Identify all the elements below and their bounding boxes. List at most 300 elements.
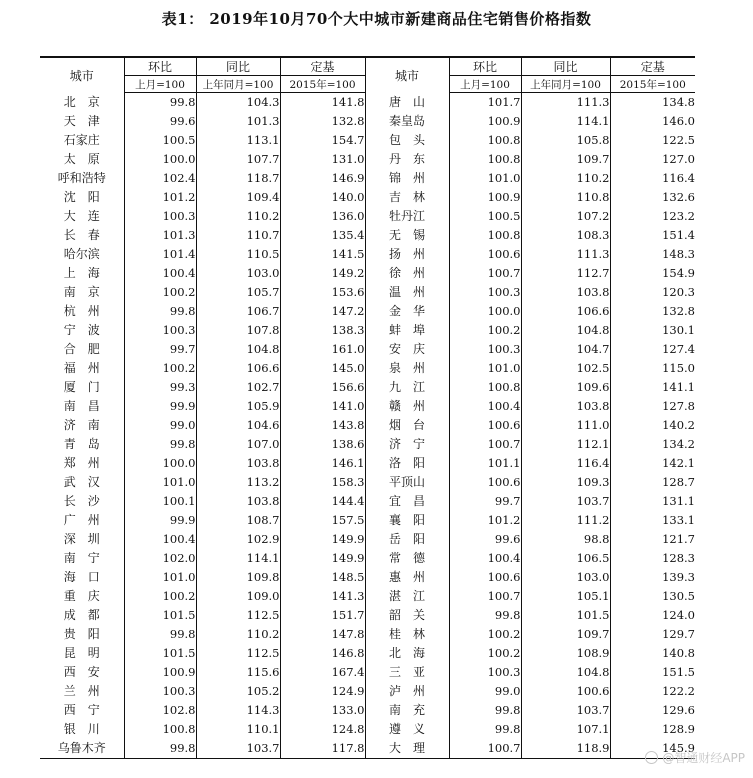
city-name-right: 蚌 埠 bbox=[365, 321, 449, 340]
mom-value-left: 100.0 bbox=[124, 150, 196, 169]
table-row bbox=[40, 283, 695, 302]
city-name-left: 天 津 bbox=[40, 112, 124, 131]
header-mom-sub-right: 上月=100 bbox=[449, 76, 521, 93]
mom-value-right: 100.6 bbox=[449, 245, 521, 264]
table-row bbox=[40, 530, 695, 549]
table-title: 表1： 2019年10月70个大中城市新建商品住宅销售价格指数 bbox=[161, 10, 592, 28]
city-name-right: 襄 阳 bbox=[365, 511, 449, 530]
yoy-value-right: 103.7 bbox=[521, 701, 610, 720]
mom-value-right: 100.8 bbox=[449, 378, 521, 397]
yoy-value-left: 107.0 bbox=[196, 435, 280, 454]
city-name-left: 南 京 bbox=[40, 283, 124, 302]
table-row bbox=[40, 454, 695, 473]
base-value-left: 158.3 bbox=[280, 473, 365, 492]
yoy-value-left: 113.2 bbox=[196, 473, 280, 492]
city-name-left: 太 原 bbox=[40, 150, 124, 169]
city-name-right: 洛 阳 bbox=[365, 454, 449, 473]
base-value-right: 154.9 bbox=[662, 266, 695, 280]
yoy-value-left: 103.0 bbox=[196, 264, 280, 283]
table-row bbox=[40, 264, 695, 283]
yoy-value-left: 110.2 bbox=[196, 625, 280, 644]
yoy-value-right: 110.8 bbox=[521, 188, 610, 207]
base-value-right: 128.3 bbox=[662, 551, 695, 565]
table-row bbox=[40, 511, 695, 530]
yoy-value-right: 109.3 bbox=[521, 473, 610, 492]
mom-value-right: 100.8 bbox=[449, 226, 521, 245]
mom-value-right: 100.7 bbox=[449, 264, 521, 283]
yoy-value-left: 102.9 bbox=[196, 530, 280, 549]
base-value-right: 151.4 bbox=[662, 228, 695, 242]
yoy-value-left: 112.5 bbox=[196, 606, 280, 625]
city-name-right: 济 宁 bbox=[365, 435, 449, 454]
mom-value-right: 100.6 bbox=[449, 473, 521, 492]
mom-value-left: 99.8 bbox=[124, 435, 196, 454]
mom-value-right: 100.6 bbox=[449, 416, 521, 435]
city-name-left: 福 州 bbox=[40, 359, 124, 378]
table-row bbox=[40, 416, 695, 435]
base-value-right: 123.2 bbox=[662, 209, 695, 223]
mom-value-right: 101.7 bbox=[449, 93, 521, 113]
base-value-left: 156.6 bbox=[280, 378, 365, 397]
header-mom-sub-left: 上月=100 bbox=[124, 76, 196, 93]
base-value-left: 141.0 bbox=[280, 397, 365, 416]
mom-value-left: 101.3 bbox=[124, 226, 196, 245]
yoy-value-left: 107.8 bbox=[196, 321, 280, 340]
city-name-right: 泸 州 bbox=[365, 682, 449, 701]
mom-value-left: 99.7 bbox=[124, 340, 196, 359]
mom-value-right: 100.8 bbox=[449, 150, 521, 169]
mom-value-left: 100.3 bbox=[124, 682, 196, 701]
base-value-left: 149.9 bbox=[280, 530, 365, 549]
mom-value-left: 100.2 bbox=[124, 283, 196, 302]
yoy-value-right: 106.6 bbox=[521, 302, 610, 321]
yoy-value-left: 109.8 bbox=[196, 568, 280, 587]
yoy-value-right: 114.1 bbox=[521, 112, 610, 131]
city-name-left: 昆 明 bbox=[40, 644, 124, 663]
mom-value-left: 102.8 bbox=[124, 701, 196, 720]
base-value-right: 128.7 bbox=[662, 475, 695, 489]
city-name-right: 三 亚 bbox=[365, 663, 449, 682]
yoy-value-left: 105.7 bbox=[196, 283, 280, 302]
city-name-left: 上 海 bbox=[40, 264, 124, 283]
city-name-right: 遵 义 bbox=[365, 720, 449, 739]
yoy-value-right: 112.7 bbox=[521, 264, 610, 283]
yoy-value-right: 109.7 bbox=[521, 150, 610, 169]
yoy-value-left: 109.4 bbox=[196, 188, 280, 207]
mom-value-left: 100.5 bbox=[124, 131, 196, 150]
base-value-left: 143.8 bbox=[280, 416, 365, 435]
mom-value-left: 102.0 bbox=[124, 549, 196, 568]
mom-value-left: 102.4 bbox=[124, 169, 196, 188]
header-yoy-left: 同比 bbox=[196, 57, 280, 76]
mom-value-right: 100.2 bbox=[449, 321, 521, 340]
base-value-left: 149.9 bbox=[280, 549, 365, 568]
city-name-left: 宁 波 bbox=[40, 321, 124, 340]
mom-value-left: 101.4 bbox=[124, 245, 196, 264]
table-row bbox=[40, 435, 695, 454]
city-name-left: 沈 阳 bbox=[40, 188, 124, 207]
base-value-left: 153.6 bbox=[280, 283, 365, 302]
base-value-left: 148.5 bbox=[280, 568, 365, 587]
yoy-value-right: 101.5 bbox=[521, 606, 610, 625]
yoy-value-left: 114.1 bbox=[196, 549, 280, 568]
header-base-sub-left: 2015年=100 bbox=[280, 76, 365, 93]
table-row bbox=[40, 169, 695, 188]
mom-value-left: 100.2 bbox=[124, 587, 196, 606]
mom-value-right: 100.0 bbox=[449, 302, 521, 321]
mom-value-right: 100.4 bbox=[449, 549, 521, 568]
mom-value-right: 100.4 bbox=[449, 397, 521, 416]
base-value-right: 139.3 bbox=[662, 570, 695, 584]
yoy-value-left: 110.7 bbox=[196, 226, 280, 245]
city-name-right: 徐 州 bbox=[365, 264, 449, 283]
yoy-value-right: 107.1 bbox=[521, 720, 610, 739]
yoy-value-right: 106.5 bbox=[521, 549, 610, 568]
city-name-right: 无 锡 bbox=[365, 226, 449, 245]
mom-value-left: 100.1 bbox=[124, 492, 196, 511]
mom-value-left: 101.2 bbox=[124, 188, 196, 207]
city-name-right: 大 理 bbox=[365, 739, 449, 759]
yoy-value-left: 104.8 bbox=[196, 340, 280, 359]
mom-value-right: 100.9 bbox=[449, 112, 521, 131]
yoy-value-left: 106.6 bbox=[196, 359, 280, 378]
city-name-left: 贵 阳 bbox=[40, 625, 124, 644]
yoy-value-right: 104.7 bbox=[521, 340, 610, 359]
yoy-value-left: 106.7 bbox=[196, 302, 280, 321]
header-base-sub-right: 2015年=100 bbox=[610, 76, 695, 93]
yoy-value-left: 110.1 bbox=[196, 720, 280, 739]
yoy-value-right: 98.8 bbox=[521, 530, 610, 549]
city-name-right: 安 庆 bbox=[365, 340, 449, 359]
city-name-left: 南 宁 bbox=[40, 549, 124, 568]
city-name-left: 乌鲁木齐 bbox=[40, 739, 124, 759]
base-value-right: 134.2 bbox=[662, 437, 695, 451]
mom-value-left: 99.6 bbox=[124, 112, 196, 131]
base-value-left: 167.4 bbox=[280, 663, 365, 682]
base-value-left: 136.0 bbox=[280, 207, 365, 226]
yoy-value-right: 103.8 bbox=[521, 397, 610, 416]
watermark bbox=[645, 749, 745, 766]
mom-value-right: 99.7 bbox=[449, 492, 521, 511]
city-name-left: 济 南 bbox=[40, 416, 124, 435]
city-name-left: 青 岛 bbox=[40, 435, 124, 454]
base-value-right: 134.8 bbox=[662, 95, 695, 109]
base-value-left: 133.0 bbox=[280, 701, 365, 720]
mom-value-left: 100.3 bbox=[124, 207, 196, 226]
table-row bbox=[40, 397, 695, 416]
yoy-value-left: 114.3 bbox=[196, 701, 280, 720]
city-name-right: 九 江 bbox=[365, 378, 449, 397]
header-base-left: 定基 bbox=[280, 57, 365, 76]
yoy-value-right: 111.2 bbox=[521, 511, 610, 530]
yoy-value-right: 109.6 bbox=[521, 378, 610, 397]
table-row bbox=[40, 245, 695, 264]
base-value-left: 131.0 bbox=[280, 150, 365, 169]
yoy-value-left: 108.7 bbox=[196, 511, 280, 530]
base-value-right: 130.5 bbox=[662, 589, 695, 603]
yoy-value-left: 118.7 bbox=[196, 169, 280, 188]
table-row bbox=[40, 606, 695, 625]
mom-value-left: 99.8 bbox=[124, 625, 196, 644]
header-mom-right: 环比 bbox=[449, 57, 521, 76]
mom-value-left: 101.0 bbox=[124, 473, 196, 492]
base-value-right: 124.0 bbox=[662, 608, 695, 622]
base-value-right: 130.1 bbox=[662, 323, 695, 337]
city-name-left: 石家庄 bbox=[40, 131, 124, 150]
base-value-right: 120.3 bbox=[662, 285, 695, 299]
city-name-left: 长 沙 bbox=[40, 492, 124, 511]
mom-value-right: 101.0 bbox=[449, 359, 521, 378]
city-name-right: 温 州 bbox=[365, 283, 449, 302]
table-row bbox=[40, 112, 695, 131]
city-name-left: 呼和浩特 bbox=[40, 169, 124, 188]
header-base-right: 定基 bbox=[610, 57, 695, 76]
header-yoy-sub-right: 上年同月=100 bbox=[521, 76, 610, 93]
yoy-value-right: 103.0 bbox=[521, 568, 610, 587]
table-row bbox=[40, 663, 695, 682]
city-name-left: 成 都 bbox=[40, 606, 124, 625]
table-row bbox=[40, 340, 695, 359]
base-value-right: 129.7 bbox=[662, 627, 695, 641]
city-name-right: 湛 江 bbox=[365, 587, 449, 606]
yoy-value-right: 107.2 bbox=[521, 207, 610, 226]
mom-value-right: 99.0 bbox=[449, 682, 521, 701]
base-value-right: 142.1 bbox=[662, 456, 695, 470]
mom-value-left: 101.5 bbox=[124, 644, 196, 663]
base-value-left: 124.8 bbox=[280, 720, 365, 739]
base-value-right: 131.1 bbox=[662, 494, 695, 508]
yoy-value-right: 103.8 bbox=[521, 283, 610, 302]
table-row bbox=[40, 188, 695, 207]
yoy-value-left: 103.8 bbox=[196, 492, 280, 511]
city-name-right: 唐 山 bbox=[365, 93, 449, 113]
yoy-value-right: 108.9 bbox=[521, 644, 610, 663]
mom-value-right: 99.8 bbox=[449, 720, 521, 739]
city-name-left: 西 安 bbox=[40, 663, 124, 682]
base-value-right: 146.0 bbox=[662, 114, 695, 128]
yoy-value-left: 105.2 bbox=[196, 682, 280, 701]
base-value-right: 132.6 bbox=[662, 190, 695, 204]
base-value-right: 127.0 bbox=[662, 152, 695, 166]
yoy-value-left: 110.5 bbox=[196, 245, 280, 264]
table-row bbox=[40, 644, 695, 663]
header-city-left: 城市 bbox=[40, 57, 124, 93]
base-value-left: 132.8 bbox=[280, 112, 365, 131]
yoy-value-right: 111.3 bbox=[521, 93, 610, 113]
base-value-left: 140.0 bbox=[280, 188, 365, 207]
mom-value-right: 100.7 bbox=[449, 435, 521, 454]
base-value-right: 127.4 bbox=[662, 342, 695, 356]
city-name-right: 韶 关 bbox=[365, 606, 449, 625]
header-yoy-sub-left: 上年同月=100 bbox=[196, 76, 280, 93]
base-value-right: 127.8 bbox=[662, 399, 695, 413]
mom-value-right: 100.6 bbox=[449, 568, 521, 587]
header-yoy-right: 同比 bbox=[521, 57, 610, 76]
base-value-left: 138.6 bbox=[280, 435, 365, 454]
city-name-left: 西 宁 bbox=[40, 701, 124, 720]
city-name-left: 广 州 bbox=[40, 511, 124, 530]
base-value-left: 141.3 bbox=[280, 587, 365, 606]
yoy-value-left: 109.0 bbox=[196, 587, 280, 606]
city-name-left: 兰 州 bbox=[40, 682, 124, 701]
base-value-right: 121.7 bbox=[662, 532, 695, 546]
city-name-left: 南 昌 bbox=[40, 397, 124, 416]
base-value-right: 132.8 bbox=[662, 304, 695, 318]
mom-value-right: 101.1 bbox=[449, 454, 521, 473]
yoy-value-left: 115.6 bbox=[196, 663, 280, 682]
base-value-right: 140.2 bbox=[662, 418, 695, 432]
city-name-right: 泉 州 bbox=[365, 359, 449, 378]
yoy-value-left: 101.3 bbox=[196, 112, 280, 131]
mom-value-right: 100.3 bbox=[449, 663, 521, 682]
table-row bbox=[40, 473, 695, 492]
table-row bbox=[40, 625, 695, 644]
mom-value-left: 99.9 bbox=[124, 397, 196, 416]
city-name-left: 厦 门 bbox=[40, 378, 124, 397]
yoy-value-right: 105.8 bbox=[521, 131, 610, 150]
city-name-left: 武 汉 bbox=[40, 473, 124, 492]
base-value-left: 146.8 bbox=[280, 644, 365, 663]
yoy-value-right: 111.3 bbox=[521, 245, 610, 264]
base-value-right: 140.8 bbox=[662, 646, 695, 660]
base-value-left: 138.3 bbox=[280, 321, 365, 340]
table-row bbox=[40, 226, 695, 245]
yoy-value-right: 105.1 bbox=[521, 587, 610, 606]
watermark-text: @智通财经APP bbox=[662, 751, 745, 765]
base-value-right: 116.4 bbox=[662, 171, 695, 185]
base-value-left: 145.0 bbox=[280, 359, 365, 378]
table-row bbox=[40, 93, 695, 113]
mom-value-right: 100.2 bbox=[449, 644, 521, 663]
table-row bbox=[40, 321, 695, 340]
yoy-value-right: 104.8 bbox=[521, 663, 610, 682]
city-name-left: 重 庆 bbox=[40, 587, 124, 606]
mom-value-right: 100.3 bbox=[449, 340, 521, 359]
mom-value-left: 99.8 bbox=[124, 739, 196, 759]
base-value-left: 146.1 bbox=[280, 454, 365, 473]
city-name-left: 银 川 bbox=[40, 720, 124, 739]
yoy-value-right: 109.7 bbox=[521, 625, 610, 644]
city-name-left: 合 肥 bbox=[40, 340, 124, 359]
yoy-value-left: 103.8 bbox=[196, 454, 280, 473]
city-name-right: 桂 林 bbox=[365, 625, 449, 644]
yoy-value-left: 113.1 bbox=[196, 131, 280, 150]
yoy-value-right: 100.6 bbox=[521, 682, 610, 701]
yoy-value-left: 112.5 bbox=[196, 644, 280, 663]
city-name-right: 岳 阳 bbox=[365, 530, 449, 549]
base-value-left: 124.9 bbox=[280, 682, 365, 701]
city-name-left: 深 圳 bbox=[40, 530, 124, 549]
base-value-left: 147.2 bbox=[280, 302, 365, 321]
yoy-value-right: 118.9 bbox=[521, 739, 610, 759]
yoy-value-right: 116.4 bbox=[521, 454, 610, 473]
mom-value-left: 100.4 bbox=[124, 264, 196, 283]
city-name-right: 惠 州 bbox=[365, 568, 449, 587]
base-value-left: 144.4 bbox=[280, 492, 365, 511]
mom-value-left: 101.0 bbox=[124, 568, 196, 587]
yoy-value-left: 107.7 bbox=[196, 150, 280, 169]
mom-value-right: 100.7 bbox=[449, 587, 521, 606]
yoy-value-right: 103.7 bbox=[521, 492, 610, 511]
table-row bbox=[40, 131, 695, 150]
city-name-left: 郑 州 bbox=[40, 454, 124, 473]
base-value-right: 151.5 bbox=[662, 665, 695, 679]
mom-value-right: 100.8 bbox=[449, 131, 521, 150]
city-name-left: 哈尔滨 bbox=[40, 245, 124, 264]
city-name-right: 牡丹江 bbox=[365, 207, 449, 226]
mom-value-left: 100.3 bbox=[124, 321, 196, 340]
header-city-right: 城市 bbox=[365, 57, 449, 93]
table-row bbox=[40, 587, 695, 606]
yoy-value-right: 102.5 bbox=[521, 359, 610, 378]
base-value-left: 161.0 bbox=[280, 340, 365, 359]
city-name-right: 秦皇岛 bbox=[365, 112, 449, 131]
yoy-value-left: 104.3 bbox=[196, 93, 280, 113]
mom-value-right: 99.8 bbox=[449, 701, 521, 720]
mom-value-left: 99.0 bbox=[124, 416, 196, 435]
table-row bbox=[40, 682, 695, 701]
mom-value-right: 99.6 bbox=[449, 530, 521, 549]
mom-value-left: 100.8 bbox=[124, 720, 196, 739]
mom-value-left: 100.0 bbox=[124, 454, 196, 473]
city-name-right: 赣 州 bbox=[365, 397, 449, 416]
city-name-right: 扬 州 bbox=[365, 245, 449, 264]
base-value-left: 154.7 bbox=[280, 131, 365, 150]
base-value-left: 147.8 bbox=[280, 625, 365, 644]
base-value-right: 122.2 bbox=[662, 684, 695, 698]
city-name-right: 锦 州 bbox=[365, 169, 449, 188]
yoy-value-left: 103.7 bbox=[196, 739, 280, 759]
watermark-logo-icon bbox=[645, 751, 658, 764]
mom-value-left: 99.3 bbox=[124, 378, 196, 397]
base-value-left: 151.7 bbox=[280, 606, 365, 625]
mom-value-right: 100.3 bbox=[449, 283, 521, 302]
base-value-left: 157.5 bbox=[280, 511, 365, 530]
mom-value-left: 99.9 bbox=[124, 511, 196, 530]
base-value-right: 129.6 bbox=[662, 703, 695, 717]
yoy-value-left: 105.9 bbox=[196, 397, 280, 416]
city-name-right: 平顶山 bbox=[365, 473, 449, 492]
city-name-left: 海 口 bbox=[40, 568, 124, 587]
table-row bbox=[40, 568, 695, 587]
city-name-left: 大 连 bbox=[40, 207, 124, 226]
mom-value-right: 100.5 bbox=[449, 207, 521, 226]
table-row bbox=[40, 150, 695, 169]
yoy-value-right: 111.0 bbox=[521, 416, 610, 435]
mom-value-right: 101.0 bbox=[449, 169, 521, 188]
mom-value-left: 101.5 bbox=[124, 606, 196, 625]
yoy-value-right: 104.8 bbox=[521, 321, 610, 340]
city-name-right: 丹 东 bbox=[365, 150, 449, 169]
city-name-right: 北 海 bbox=[365, 644, 449, 663]
city-name-right: 包 头 bbox=[365, 131, 449, 150]
base-value-left: 117.8 bbox=[280, 739, 365, 759]
base-value-left: 146.9 bbox=[280, 169, 365, 188]
mom-value-left: 99.8 bbox=[124, 93, 196, 113]
city-name-right: 常 德 bbox=[365, 549, 449, 568]
base-value-left: 135.4 bbox=[280, 226, 365, 245]
mom-value-left: 100.9 bbox=[124, 663, 196, 682]
header-mom-left: 环比 bbox=[124, 57, 196, 76]
yoy-value-right: 112.1 bbox=[521, 435, 610, 454]
base-value-right: 115.0 bbox=[662, 361, 695, 375]
table-row bbox=[40, 492, 695, 511]
yoy-value-left: 102.7 bbox=[196, 378, 280, 397]
table-row bbox=[40, 549, 695, 568]
base-value-right: 141.1 bbox=[662, 380, 695, 394]
yoy-value-left: 104.6 bbox=[196, 416, 280, 435]
table-row bbox=[40, 207, 695, 226]
